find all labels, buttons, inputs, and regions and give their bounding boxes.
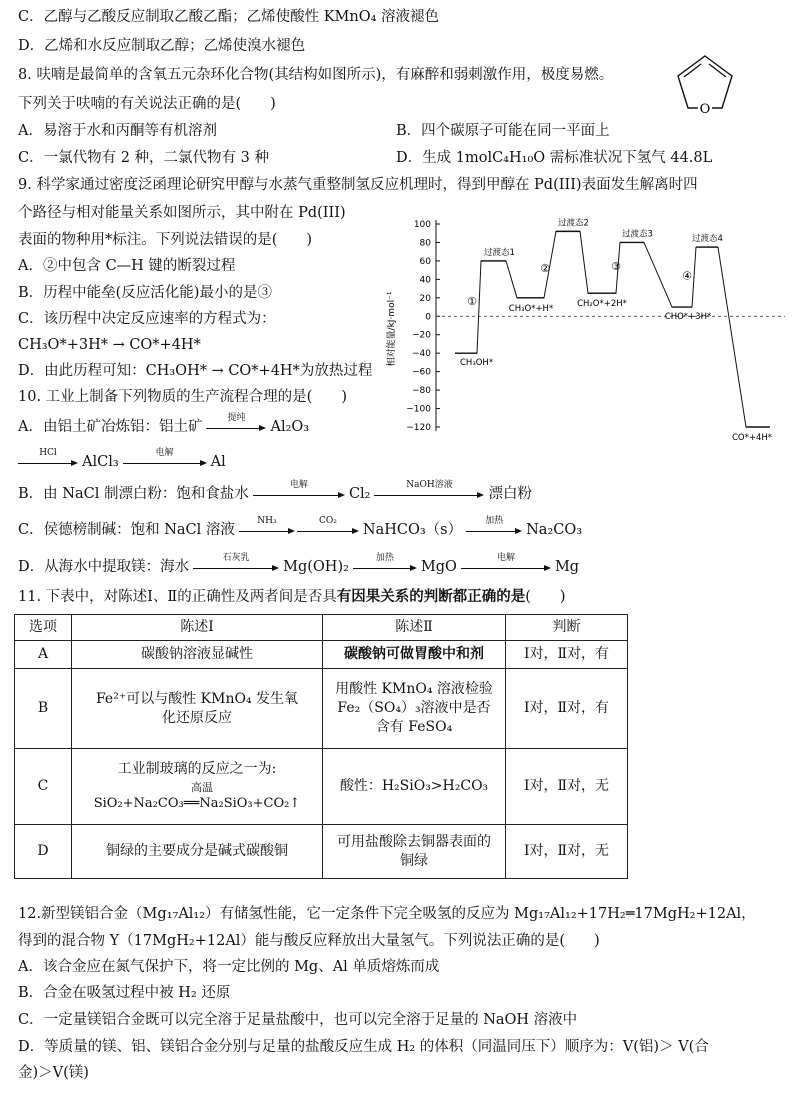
q10-stem: 10. 工业上制备下列物质的生产流程合理的是( ) xyxy=(18,389,347,405)
table-cell: 酸性：H₂SiO₃>H₂CO₃ xyxy=(323,749,506,825)
reaction-arrow: 加热 xyxy=(353,557,417,577)
table-cell: D xyxy=(15,825,72,879)
q10-option-c xyxy=(18,516,583,540)
reaction-arrow: 加热 xyxy=(466,520,522,540)
table-cell: 铜绿的主要成分是碱式碳酸铜 xyxy=(72,825,323,879)
table-header: 选项 xyxy=(15,615,72,641)
table-cell: 碳酸钠可做胃酸中和剂 xyxy=(323,641,506,669)
reaction-arrow: CO₂ xyxy=(297,520,359,540)
state-label: CO*+4H* xyxy=(731,433,773,443)
state-labels xyxy=(460,217,772,443)
table-cell: Ⅰ对，Ⅱ对，无 xyxy=(506,825,628,879)
q12-stem-2: 得到的混合物 Y（17MgH₂+12Al）能与酸反应释放出大量氢气。下列说法正确的是( ) xyxy=(18,933,600,949)
q8-option-c: C．一氯代物有 2 种，二氯代物有 3 种 xyxy=(18,150,269,166)
reaction-condition: 高温 xyxy=(191,781,213,794)
q7-option-d: D．乙烯和水反应制取乙醇；乙烯使溴水褪色 xyxy=(18,38,306,54)
q10c-product-1: NaHCO₃（s） xyxy=(362,522,463,538)
q11-table xyxy=(14,614,628,879)
q10b-text: B．由 NaCl 制漂白粉：饱和食盐水 xyxy=(18,486,249,502)
table-header-row xyxy=(15,615,628,641)
q10a-text: A．由铝土矿冶炼铝：铝土矿 xyxy=(18,419,203,435)
reaction-arrow: 电解 xyxy=(461,557,551,577)
q10b-product-1: Cl₂ xyxy=(348,486,371,502)
q10c-product-2: Na₂CO₃ xyxy=(526,522,583,538)
q9-stem-2: 个路径与相对能量关系如图所示，其中附在 Pd(III) xyxy=(18,205,346,221)
y-tick-label: 0 xyxy=(425,312,431,323)
q8-option-b: B．四个碳原子可能在同一平面上 xyxy=(396,123,610,139)
q12-stem-1: 12.新型镁铝合金（Mg₁₇Al₁₂）有储氢性能，它一定条件下完全吸氢的反应为 Mg₁₇Al₁₂+17H₂═17MgH₂+12Al， xyxy=(18,906,756,922)
q12-option-d-2: 金)＞V(镁) xyxy=(18,1065,89,1081)
y-tick-label: −20 xyxy=(412,330,431,341)
q10-option-d xyxy=(18,553,580,577)
q12-option-a: A．该合金应在氮气保护下，将一定比例的 Mg、Al 单质熔炼而成 xyxy=(18,959,440,975)
y-tick-label: 40 xyxy=(419,275,431,286)
y-tick-label: −40 xyxy=(412,349,431,360)
q9-option-c: C．该历程中决定反应速率的方程式为： xyxy=(18,311,276,327)
table-cell: B xyxy=(15,669,72,749)
table-cell-line: SiO₂+Na₂CO₃══Na₂SiO₃+CO₂↑ xyxy=(93,796,301,811)
reaction-arrow: NH₃ xyxy=(239,520,295,540)
q7-option-c: C．乙醇与乙酸反应制取乙酸乙酯；乙烯使酸性 KMnO₄ 溶液褪色 xyxy=(18,9,440,25)
table-cell: 可用盐酸除去铜器表面的铜绿 xyxy=(323,825,506,879)
state-label: 过渡态2 xyxy=(558,218,589,229)
state-label: CHO*+3H* xyxy=(664,312,712,323)
q10a-product-2: AlCl₃ xyxy=(82,454,119,470)
furan-ring xyxy=(678,56,732,108)
q9-stem-3: 表面的物种用*标注。下列说法错误的是( ) xyxy=(18,232,313,248)
q10a-product-1: Al₂O₃ xyxy=(270,419,310,435)
q12-option-d-1: D．等质量的镁、铝、镁铝合金分别与足量的盐酸反应生成 H₂ 的体积（同温同压下）顺序为：V(铝)＞ V(合 xyxy=(18,1039,709,1055)
state-label: CH₂O*+2H* xyxy=(577,299,627,310)
y-ticks xyxy=(406,220,440,433)
y-tick-label: 100 xyxy=(413,220,431,230)
state-label: 过渡态1 xyxy=(484,247,515,258)
reaction-arrow: NaOH溶液 xyxy=(374,484,484,504)
step-label: ③ xyxy=(611,260,621,274)
q10c-text: C．侯德榜制碱：饱和 NaCl 溶液 xyxy=(18,522,235,538)
reaction-arrow: HCl xyxy=(18,452,78,472)
table-row xyxy=(15,825,628,879)
oxygen-atom-label: O xyxy=(699,102,711,117)
table-cell: A xyxy=(15,641,72,669)
table-cell: 碳酸钠溶液显碱性 xyxy=(72,641,323,669)
q10d-product-2: MgO xyxy=(420,559,457,575)
q11-stem: 11. 下表中，对陈述Ⅰ、Ⅱ的正确性及两者间是否具有因果关系的判断都正确的是( ) xyxy=(18,588,566,605)
q10d-product-1: Mg(OH)₂ xyxy=(283,559,349,575)
state-label: CH₃O*+H* xyxy=(508,303,554,314)
q10-option-a-line1 xyxy=(18,413,310,437)
table-row xyxy=(15,641,628,669)
q10b-product-2: 漂白粉 xyxy=(488,486,532,502)
bold-phrase: 有因果关系的判断都正确的是 xyxy=(336,588,526,605)
table-cell: Ⅰ对，Ⅱ对，有 xyxy=(506,669,628,749)
y-tick-label: 80 xyxy=(419,238,431,249)
reaction-arrow: 提纯 xyxy=(206,417,266,437)
y-axis-label: 相对能量/kJ·mol⁻¹ xyxy=(387,291,397,367)
q9-option-c-equation: CH₃O*+3H* → CO*+4H* xyxy=(18,337,201,353)
energy-profile-chart xyxy=(380,212,794,452)
table-cell xyxy=(72,749,323,825)
q9-option-d: D．由此历程可知：CH₃OH* → CO*+4H*为放热过程 xyxy=(18,363,373,379)
q10-option-a-line2 xyxy=(18,448,226,472)
y-tick-label: 60 xyxy=(419,256,431,267)
q8-stem-2: 下列关于呋喃的有关说法正确的是( ) xyxy=(18,96,276,112)
q10a-product-3: Al xyxy=(210,454,226,470)
table-row xyxy=(15,669,628,749)
state-label: 过渡态4 xyxy=(692,234,723,245)
y-tick-label: −100 xyxy=(406,404,431,415)
table-header: 陈述Ⅱ xyxy=(323,615,506,641)
q8-option-a: A．易溶于水和丙酮等有机溶剂 xyxy=(18,123,217,139)
q8-option-d: D．生成 1molC₄H₁₀O 需标准状况下氢气 44.8L xyxy=(396,150,713,166)
table-cell: 用酸性 KMnO₄ 溶液检验 Fe₂（SO₄）₃溶液中是否含有 FeSO₄ xyxy=(323,669,506,749)
state-label: CH₃OH* xyxy=(460,358,494,369)
y-tick-label: 20 xyxy=(419,293,431,304)
q10d-text: D．从海水中提取镁：海水 xyxy=(18,559,190,575)
q10-option-b xyxy=(18,480,532,504)
q12-option-c: C．一定量镁铝合金既可以完全溶于足量盐酸中，也可以完全溶于足量的 NaOH 溶液中 xyxy=(18,1012,578,1028)
q9-option-a: A．②中包含 C—H 键的断裂过程 xyxy=(18,258,236,274)
table-header: 陈述Ⅰ xyxy=(72,615,323,641)
table-cell: Ⅰ对，Ⅱ对，有 xyxy=(506,641,628,669)
reaction-arrow: 电解 xyxy=(253,484,345,504)
table-cell: Ⅰ对，Ⅱ对，无 xyxy=(506,749,628,825)
state-label: 过渡态3 xyxy=(622,229,653,240)
q12-option-b: B．合金在吸氢过程中被 H₂ 还原 xyxy=(18,985,231,1001)
q8-stem-1: 8. 呋喃是最简单的含氧五元杂环化合物(其结构如图所示)，有麻醉和弱刺激作用，极度易燃。 xyxy=(18,67,614,83)
table-cell: Fe²⁺可以与酸性 KMnO₄ 发生氧化还原反应 xyxy=(72,669,323,749)
q9-stem-1: 9. 科学家通过密度泛函理论研究甲醇与水蒸气重整制氢反应机理时，得到甲醇在 Pd(III)表面发生解离时四 xyxy=(18,177,698,193)
table-cell: C xyxy=(15,749,72,825)
step-label: ① xyxy=(467,295,477,309)
table-header: 判断 xyxy=(506,615,628,641)
q10d-product-3: Mg xyxy=(554,559,580,575)
furan-structure-diagram xyxy=(660,44,750,124)
reaction-arrow: 电解 xyxy=(123,452,207,472)
reaction-arrow: 石灰乳 xyxy=(193,557,279,577)
table-cell-line: 工业制玻璃的反应之一为: xyxy=(117,761,277,777)
step-label: ② xyxy=(540,261,550,275)
y-tick-label: −120 xyxy=(406,423,431,433)
y-tick-label: −60 xyxy=(412,367,431,378)
table-row xyxy=(15,749,628,825)
q9-option-b: B．历程中能垒(反应活化能)最小的是③ xyxy=(18,285,272,301)
y-tick-label: −80 xyxy=(412,386,431,397)
step-label: ④ xyxy=(682,269,692,283)
